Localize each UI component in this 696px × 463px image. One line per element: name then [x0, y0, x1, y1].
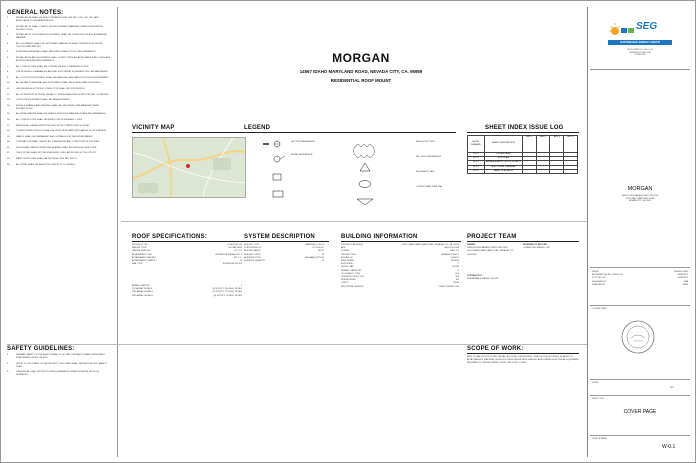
- system-desc-label: SYSTEM SIZE DC: [244, 247, 262, 250]
- general-note-item: [7, 57, 111, 63]
- project-name: MORGAN: [332, 51, 390, 65]
- roof-specs-underline: [132, 241, 244, 242]
- vicinity-map-graphic: [133, 138, 245, 197]
- legend-symbols-right: [351, 139, 381, 214]
- general-note-item: [7, 99, 111, 102]
- general-note-item: [7, 141, 111, 144]
- roof-array-value: (4) STRUCT. 90 DEG, 18 DEG: [213, 294, 242, 297]
- system-desc-list: [244, 244, 324, 263]
- general-note-text: ALL CONDUCTORS SHALL BE RATED FOR 90 DEGREES C WET.: [16, 118, 83, 121]
- general-note-number: 14.: [7, 104, 11, 107]
- title-block-line-4: [590, 379, 690, 380]
- sheet-index-header-rev3: REV 3: [550, 136, 564, 153]
- safety-item: [7, 371, 111, 377]
- general-note-text: GROUNDING ELECTRODE CONDUCTOR SHALL BE CONTINUOUS.: [16, 87, 86, 90]
- title-block-line-5: [590, 395, 690, 396]
- vicinity-map: [132, 137, 246, 198]
- sheet-index-title: SHEET INDEX ISSUE LOG: [485, 125, 564, 131]
- general-note-number: 18.: [7, 130, 11, 133]
- contractor-label: CONTRACTOR:: [467, 274, 483, 277]
- general-note-text: REMOVE ALL DEBRIS FROM THE SITE UPON COMPLETION OF WORK.: [16, 124, 90, 127]
- general-note-item: [7, 94, 111, 97]
- company-contact: [590, 49, 690, 57]
- building-info-value: 30 PSF: [452, 266, 459, 269]
- sheet-title: COVER PAGE: [623, 409, 657, 415]
- roof-spec-value: 24" O.C.: [234, 250, 242, 253]
- project-team-owner: [467, 244, 517, 281]
- building-info-label: CONSTRUCTION TYPE: [341, 276, 364, 279]
- sheet-index-header-rev2: REV 2: [537, 136, 551, 153]
- building-info-value: RA-1.5-X: [450, 250, 459, 253]
- general-note-text: ALL WORK SHALL BE INSPECTED PRIOR TO COVERING.: [16, 163, 76, 166]
- sheet-index-header-row: [468, 136, 578, 153]
- general-note-text: SMOKE AND CARBON MONOXIDE ALARMS SHALL BE INSTALLED PER CODE.: [16, 146, 97, 149]
- general-note-text: ALL OUTDOOR EQUIPMENT SHALL BE RAINTIGHT AND RATED FOR THE ENVIRONMENT.: [16, 76, 109, 79]
- title-block-field-value: 04/08/2022: [677, 277, 688, 280]
- scope-text: NEW SOLAR PHOTOVOLTAIC INSTALLATION INCLUDING NEW COMPOSITION ROOFING, FLASHFOOT ATTACHMENTS, RACKING, MODULES, MICROINVERTERS, AND ALL ASSOCIATED ELECTRICAL EQUIPMENT REQUIRED TO INTERCONNECT WITH THE UTILITY GRID.: [467, 356, 580, 364]
- roof-spec-label: RAFTER SPACING: [132, 250, 151, 253]
- building-info-value: 2,400 FT: [450, 256, 459, 259]
- tb-project-address-2: NEVADA CITY, CA. 95959: [628, 200, 652, 203]
- sheet-index-header-number: SHEET NUMBER: [468, 136, 485, 153]
- title-block-field-label: ISSUE: [592, 271, 599, 273]
- owner-label: OWNER:: [467, 244, 476, 246]
- building-info-label: EXPOSURE: [341, 263, 353, 266]
- tb-project-owner: CAROLE MORGAN AND TERRY BROOKS: [621, 195, 659, 197]
- general-note-number: 6.: [7, 56, 9, 59]
- general-note-item: [7, 88, 111, 91]
- general-note-item: [7, 113, 111, 116]
- roof-array-label: ARRAY QUANTITY: [132, 285, 151, 287]
- vicinity-map-underline: [132, 132, 244, 133]
- lower-divider: [7, 344, 587, 345]
- general-note-text: ALL ATTACHMENTS SHALL BE SEALED PER ROOF MANUFACTURER REQUIREMENTS.: [16, 113, 107, 116]
- building-info-list: [341, 244, 459, 289]
- general-note-item: [7, 82, 111, 85]
- general-note-number: 16.: [7, 118, 11, 121]
- building-info-label: UTILITY: [341, 282, 349, 285]
- roof-spec-label: ROOFING TYPE: [132, 244, 148, 246]
- general-note-number: 11.: [7, 87, 10, 90]
- general-note-item: [7, 77, 111, 80]
- general-note-item: [7, 43, 111, 49]
- building-info-row: [341, 286, 459, 289]
- sheet-index-number: W-4.1: [468, 170, 485, 174]
- building-info-label: PROPERTY ADDRESS: [341, 244, 363, 246]
- system-desc-value: 340 W: [317, 250, 324, 253]
- system-desc-row: [244, 260, 324, 263]
- general-note-item: [7, 130, 111, 133]
- safety-item-text: OBSERVE ALL FALL PROTECTION REQUIREMENTS WHEN WORKING ON ROOF SURFACES.: [16, 371, 100, 377]
- building-info-value: PG&E: [453, 282, 459, 285]
- general-note-text: INSTALLATION AND EQUIPMENT SHALL COMPLY WITH ALL APPLICABLE FIRE CODES AND ACCESS PATHWAY REQUIREMENTS.: [16, 56, 111, 62]
- general-note-number: 1.: [7, 17, 9, 19]
- general-note-number: 19.: [7, 135, 11, 138]
- building-info-value: NEVADA COUNTY: [441, 253, 459, 256]
- general-note-number: 17.: [7, 124, 11, 127]
- building-info-label: WIND SPEED: [341, 260, 355, 263]
- title-block-project: [590, 186, 690, 203]
- title-block-field-value: 04/08/2022: [677, 274, 688, 277]
- sheet-number-label: SHEET NUMBER:: [592, 438, 608, 440]
- sheet-index-number: W-1.1: [468, 157, 485, 161]
- title-block-line-3: [590, 305, 690, 306]
- safety-item-text: PRIOR TO THE START OF THE PROJECT, THE CREW SHALL REVIEW THE SITE SAFETY PLAN.: [16, 362, 108, 368]
- project-team-underline: [467, 241, 579, 242]
- general-note-number: 4.: [7, 42, 9, 45]
- title-block-field-label: AS-PERMITTED BY CLIENT ON: [592, 274, 623, 277]
- owner-name: CAROLE MORGAN AND TERRY BROOKS: [467, 247, 508, 250]
- building-info-label: APN: [341, 247, 346, 250]
- general-note-item: [7, 164, 111, 167]
- title-block-line-1: [590, 69, 690, 70]
- general-note-item: [7, 119, 111, 122]
- engineer-seal-graphic: [620, 319, 656, 355]
- general-note-number: 24.: [7, 163, 11, 166]
- title-block-field-label: DRAFTED BY: [592, 283, 606, 286]
- column-divider: [117, 7, 118, 457]
- building-info-value: 14567 IDAHO MARYLAND ROAD, NEVADA CITY, CA. 95959: [401, 244, 459, 246]
- safety-item: [7, 363, 111, 369]
- general-note-number: 20.: [7, 141, 11, 144]
- general-note-text: CONTRACTOR SHALL VERIFY ALL DIMENSIONS AND CONDITIONS IN THE FIELD.: [16, 141, 101, 144]
- sheet-index-header-rev1: REV 1: [523, 136, 537, 153]
- title-block-field-label: PLOTTED ON: [592, 277, 606, 280]
- sheet-index-rev-cell: [537, 170, 551, 174]
- general-note-item: [7, 136, 111, 139]
- engineer-label: ENGINEER OF RECORD:: [523, 244, 548, 246]
- sheet-title-label: SHEET TITLE:: [592, 398, 605, 400]
- roof-array-label: 3RD ARRAY DETAILS: [132, 294, 153, 297]
- system-desc-label: MODULE WATTS: [244, 250, 261, 253]
- building-info-label: ZONING: [341, 250, 350, 253]
- sheet-index-number: W-0.1: [468, 153, 485, 157]
- building-info-value: V-B: [455, 276, 459, 279]
- general-note-item: [7, 71, 111, 74]
- general-note-item: [7, 125, 111, 128]
- general-note-text: CONDUIT RUNS ON ROOF SHALL BE SUPPORTED AND KEPT ABOVE ROOF SURFACE.: [16, 130, 107, 133]
- legend-underline: [244, 132, 456, 133]
- legend-key-note: KEY NOTE REFERENCE: [416, 156, 442, 158]
- legend-labels-left: [291, 141, 331, 167]
- roof-spec-label: ATTACHMENT SPACING: [132, 256, 156, 259]
- general-note-text: ALL CONDUCTORS SHALL BE COPPER UNLESS OTHERWISE NOTED.: [16, 65, 89, 68]
- scale-label: SCALE:: [592, 382, 599, 384]
- sheet-index-description: ARRANGEMENT / ROOF DETAILS: [485, 161, 523, 165]
- roof-specs-title: ROOF SPECIFICATIONS:: [132, 234, 207, 240]
- seg-logo-subtitle: SUSTAINABLE ENERGY GROUP: [619, 41, 661, 44]
- sheet-index-rows: [468, 153, 578, 174]
- roof-array-value: 1: [240, 285, 242, 287]
- general-note-item: [7, 51, 111, 54]
- legend-labels-right: [416, 141, 461, 189]
- system-desc-label: INVERTER QUANTITY: [244, 260, 266, 263]
- title-block-field-label: DESIGNED BY: [592, 280, 607, 283]
- roof-array-value: (9) STRUCT. 180 DEG, 18 DEG: [212, 288, 242, 291]
- title-block-fields: [592, 271, 688, 287]
- building-info-label: ELEVATION: [341, 256, 353, 259]
- general-note-item: [7, 66, 111, 69]
- general-note-text: INSTALLATION SHALL COMPLY WITH EQUIPMENT MANUFACTURER INSTALLATION INSTRUCTIONS.: [16, 25, 103, 31]
- sheet-index-header-description: SHEET DESCRIPTION: [485, 136, 523, 153]
- general-note-item: [7, 17, 111, 23]
- general-note-number: 21.: [7, 146, 11, 149]
- building-info-value: NO: [455, 279, 459, 282]
- building-info-value: 200A, 120/240V, 1PH: [439, 285, 459, 288]
- project-team-engineer: [523, 244, 579, 250]
- building-info-label: ELECTRICAL SERVICE: [341, 285, 364, 288]
- system-desc-title: SYSTEM DESCRIPTION: [244, 234, 315, 240]
- general-note-number: 8.: [7, 71, 9, 74]
- legend-revision-cloud: REVISION CLOUD: [416, 141, 435, 143]
- engineer-name: CONNECTED ENERGY, INC.: [523, 247, 551, 250]
- general-note-text: THE SYSTEM SHALL NOT BE ENERGIZED UNTIL APPROVED BY THE UTILITY.: [16, 152, 97, 155]
- legend-cloud-graphics: [351, 139, 381, 209]
- roof-spec-label: RAIL TYPE: [132, 263, 143, 266]
- company-license: CSLB 1033899 B, C-46 & C-10: [626, 49, 654, 51]
- legend-conduit-tag: CONDUIT AND WIRE TAG: [416, 186, 443, 188]
- general-note-item: [7, 34, 111, 40]
- roof-spec-label: RAFTER TYPE: [132, 247, 147, 250]
- legend-section-reference: SECTION REFERENCE: [291, 141, 315, 143]
- system-desc-value: ENPHASE IQ7PLUS: [304, 256, 324, 259]
- roof-array-value: (5) STRUCT. 270 DEG, 18 DEG: [212, 291, 242, 294]
- title-block: [590, 19, 690, 459]
- general-note-text: INSTALLATION SHALL BE IN ACCORDANCE WITH THE NEC, CEC, IRC, IBC, AND APPLICABLE LOCAL AMENDMENTS.: [16, 17, 99, 22]
- title-block-field-row: [592, 284, 688, 287]
- system-desc-value: 6.12 KW DC: [312, 247, 324, 250]
- general-note-item: [7, 158, 111, 161]
- general-notes-list: [7, 17, 111, 169]
- safety-item-text: PRIMARY SAFETY IS THE RESPONSIBILITY OF THE CONTRACTOR AND PERSONNEL PERFORMING WORK ON SITE.: [16, 354, 105, 359]
- general-note-text: MODULE FRAMES AND RACKING SHALL BE GROUNDED PER MANUFACTURER INSTRUCTIONS.: [16, 104, 100, 110]
- general-note-number: 12.: [7, 93, 11, 96]
- building-info-title: BUILDING INFORMATION: [341, 234, 418, 240]
- building-info-label: SNOW LOAD: [341, 266, 354, 269]
- general-note-item: [7, 147, 111, 150]
- general-note-number: 7.: [7, 65, 9, 68]
- roof-spec-row: [132, 263, 242, 266]
- system-desc-value: 18: [321, 260, 324, 263]
- general-note-text: ALL EXTERIOR ELECTRICAL METALLIC TUBING SHALL BE LISTED FOR WET LOCATIONS.: [16, 93, 110, 96]
- general-note-number: 3.: [7, 34, 9, 37]
- sheet-index-description: SITE PLAN: [485, 157, 523, 161]
- general-note-number: 13.: [7, 99, 11, 102]
- engineer-seal: [620, 319, 656, 355]
- title-block-line-2: [590, 267, 690, 268]
- license-stamp-label: LICENSE STAMP: [592, 308, 607, 310]
- vicinity-map-title: VICINITY MAP: [132, 125, 175, 131]
- roof-spec-value: 2x6 RAFTERS: [228, 247, 242, 250]
- system-desc-label: MODULE COUNT: [244, 253, 261, 256]
- sheet-index-rev-cell: [564, 170, 578, 174]
- general-note-number: 2.: [7, 25, 9, 28]
- project-mount-type: RESIDENTIAL ROOF MOUNT: [330, 78, 392, 83]
- sheet-index-description: COVER PAGE: [485, 153, 523, 157]
- roof-arrays-list: [132, 285, 242, 298]
- sheet-index-rev-cell: [550, 170, 564, 174]
- sheet-number: W-0.1: [662, 444, 676, 450]
- tb-project-name: MORGAN: [627, 186, 653, 192]
- seg-logo-text: SEG: [636, 21, 658, 32]
- general-note-number: 5.: [7, 51, 9, 54]
- roof-spec-value: COMPOSITION: [227, 244, 242, 246]
- general-note-number: 10.: [7, 82, 11, 85]
- roof-spec-value: IRONRIDGE FLASHFOOT 2: [215, 253, 242, 256]
- general-note-text: INSTALLATION OF EXTERIOR EQUIPMENT SHALL BE COMPLETED IN A WORKMANLIKE MANNER.: [16, 34, 108, 40]
- building-info-value: 110 MPH: [450, 260, 459, 263]
- sheet-index-description: LABEL PLACARDS: [485, 170, 523, 174]
- general-note-text: RAPID SHUTDOWN SHALL BE PROVIDED PER NEC 690.12.: [16, 158, 78, 161]
- sheet-index-rev-cell: [523, 170, 537, 174]
- general-note-text: LABELS SHALL BE PERMANENT AND SUITABLE FOR THE ENVIRONMENT.: [16, 135, 93, 138]
- title-block-line-6: [590, 435, 690, 436]
- safety-item: [7, 354, 111, 360]
- building-info-value: R-3: [455, 272, 459, 275]
- system-desc-label: MODULE TYPE: [244, 244, 259, 246]
- building-info-label: JURISDICTION: [341, 253, 356, 256]
- general-note-number: 9.: [7, 76, 9, 79]
- project-team-title: PROJECT TEAM: [467, 234, 517, 240]
- general-note-number: 23.: [7, 158, 11, 161]
- sheet-index-number: W-3.1: [468, 166, 485, 170]
- title-block-field-value: SBA: [683, 280, 688, 283]
- general-note-item: [7, 152, 111, 155]
- sheet-index-header-rev4: REV 4: [564, 136, 578, 153]
- safety-item-number: 2.: [7, 362, 9, 365]
- roof-spec-value: IRONRIDGE XR 100: [222, 263, 242, 266]
- title-block-field-value: NWM: [682, 283, 688, 286]
- title-block-divider: [587, 7, 588, 457]
- company-website: WWW.SEGSOLAR.COM: [629, 51, 651, 54]
- legend-equipment-tag: EQUIPMENT TAG: [416, 171, 434, 173]
- scope-title: SCOPE OF WORK:: [467, 346, 524, 352]
- building-info-value: 006-071-07-000: [444, 247, 459, 250]
- project-title-block: [131, 51, 591, 83]
- tb-project-address-1: 14567 IDAHO MARYLAND ROAD: [625, 197, 655, 200]
- general-note-text: THE WORKING CLEARANCES AROUND ELECTRICAL EQUIPMENT WILL BE MAINTAINED.: [16, 71, 109, 74]
- general-note-text: OUTDOOR EQUIPMENT SHALL BE NEMA 3R RATED.: [16, 99, 71, 102]
- system-desc-value: HANWHA Q.CELLS: [305, 244, 324, 246]
- sheet-index-description: ELECTRICAL DIAGRAM: [485, 166, 523, 170]
- safety-item-number: 1.: [7, 354, 9, 356]
- safety-item-number: 3.: [7, 371, 9, 374]
- safety-list: [7, 354, 111, 380]
- sheet-index-underline: [467, 132, 579, 133]
- building-info-underline: [341, 241, 461, 242]
- contractor-name: SUSTAINABLE ENERGY GROUP: [467, 278, 499, 281]
- general-notes-title: GENERAL NOTES:: [7, 10, 64, 16]
- legend-detail-reference: DETAIL REFERENCE: [291, 154, 313, 156]
- general-note-text: WORK AND MATERIALS SHALL MEET APPLICABLE UTILITY REQUIREMENTS.: [16, 51, 97, 54]
- roof-spec-value: 48" O.C.: [234, 256, 242, 259]
- scale-value: NTS: [670, 387, 674, 389]
- building-info-label: SEISMIC CATEGORY: [341, 269, 362, 272]
- roof-array-label: 1ST ARRAY DETAILS: [132, 288, 153, 291]
- scope-underline: [467, 353, 579, 354]
- building-info-label: SPRINKLERED: [341, 279, 356, 282]
- roof-spec-value: 35: [239, 260, 242, 263]
- roof-array-label: 2ND ARRAY DETAILS: [132, 291, 153, 294]
- safety-title: SAFETY GUIDELINES:: [7, 346, 75, 352]
- general-note-number: 22.: [7, 152, 11, 155]
- system-desc-value: 18: [321, 253, 324, 256]
- general-note-text: ALL METALLIC RACEWAY AND EQUIPMENT SHALL BE BONDED AND GROUNDED.: [16, 82, 102, 85]
- system-desc-label: INVERTER TYPE: [244, 256, 261, 259]
- title-block-field-value: ISSUED DATE: [674, 271, 688, 273]
- sheet-index-row: [468, 170, 578, 174]
- project-address: 14567 IDAHO MARYLAND ROAD, NEVADA CITY, CA. 95959: [299, 69, 423, 74]
- company-phone: 530.889.0000: [634, 54, 646, 57]
- roof-array-row: [132, 295, 242, 298]
- building-info-label: OCCUPANCY TYPE: [341, 272, 361, 275]
- general-note-number: 15.: [7, 113, 11, 116]
- general-note-text: ALL EQUIPMENT SHALL BE LISTED AND LABELED BY A RECOGNIZED ELECTRICAL TESTING LABORATORY.: [16, 42, 103, 48]
- roof-spec-label: ATTACHMENT TYPE: [132, 253, 152, 256]
- roof-specs-list: [132, 244, 242, 266]
- sheet-index-number: W-2.1: [468, 161, 485, 165]
- sheet-index-table: [467, 135, 578, 174]
- system-desc-underline: [244, 241, 329, 242]
- legend-title: LEGEND: [244, 125, 271, 131]
- building-info-value: C: [457, 263, 459, 266]
- general-note-item: [7, 26, 111, 32]
- building-info-value: D: [457, 269, 459, 272]
- general-note-item: [7, 105, 111, 111]
- mid-divider: [121, 221, 587, 222]
- roof-spec-label: ATTACHMENT QUANTITY: [132, 260, 157, 263]
- owner-address: 14567 IDAHO MARYLAND ROAD, NEVADA CITY, CA. 95959: [467, 250, 514, 256]
